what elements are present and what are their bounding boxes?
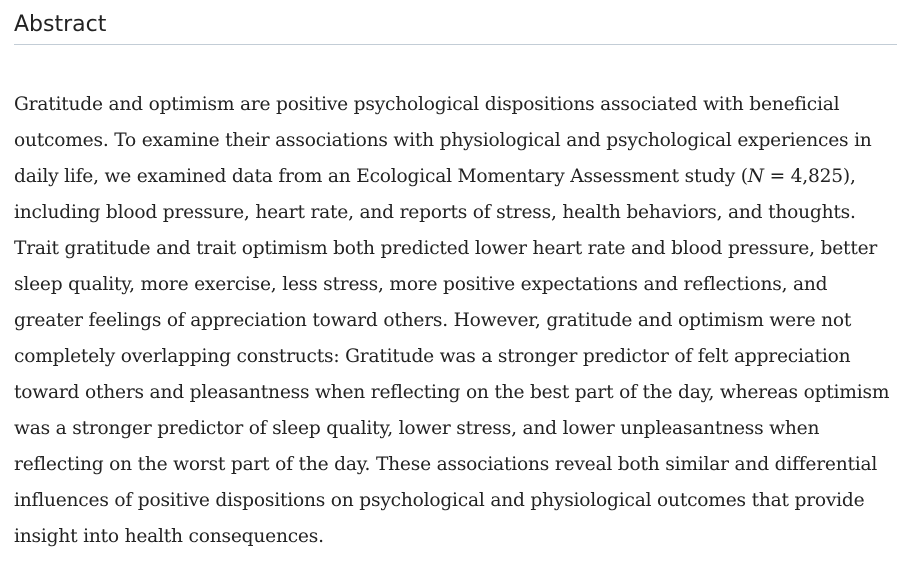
abstract-paragraph <box>14 87 897 555</box>
abstract-text-rest: = 4,825), including blood pressure, heart rate, and reports of stress, health behaviors, and thoughts. Trait gratitude and trait optimism both predicted lower heart rate and blood pressure, better sleep quality, more exercise, less stress, more positive expectations and reflections, and greater feelings of appreciation toward others. However, gratitude and optimism were not completely overlapping constructs: Gratitude was a stronger predictor of felt appreciation toward others and pleasantness when reflecting on the best part of the day, whereas optimism was a stronger predictor of sleep quality, lower stress, and lower unpleasantness when reflecting on the worst part of the day. These associations reveal both similar and differential influences of positive dispositions on psychological and physiological outcomes that provide insight into health consequences. <box>14 166 890 547</box>
abstract-section <box>14 10 897 555</box>
abstract-text-start: Gratitude and optimism are positive psychological dispositions associated with beneficial outcomes. To examine their associations with physiological and psychological experiences in daily life, we examined data from an Ecological Momentary Assessment study ( <box>14 94 872 187</box>
abstract-heading: Abstract <box>14 10 897 45</box>
sample-size-symbol: N <box>747 166 764 187</box>
